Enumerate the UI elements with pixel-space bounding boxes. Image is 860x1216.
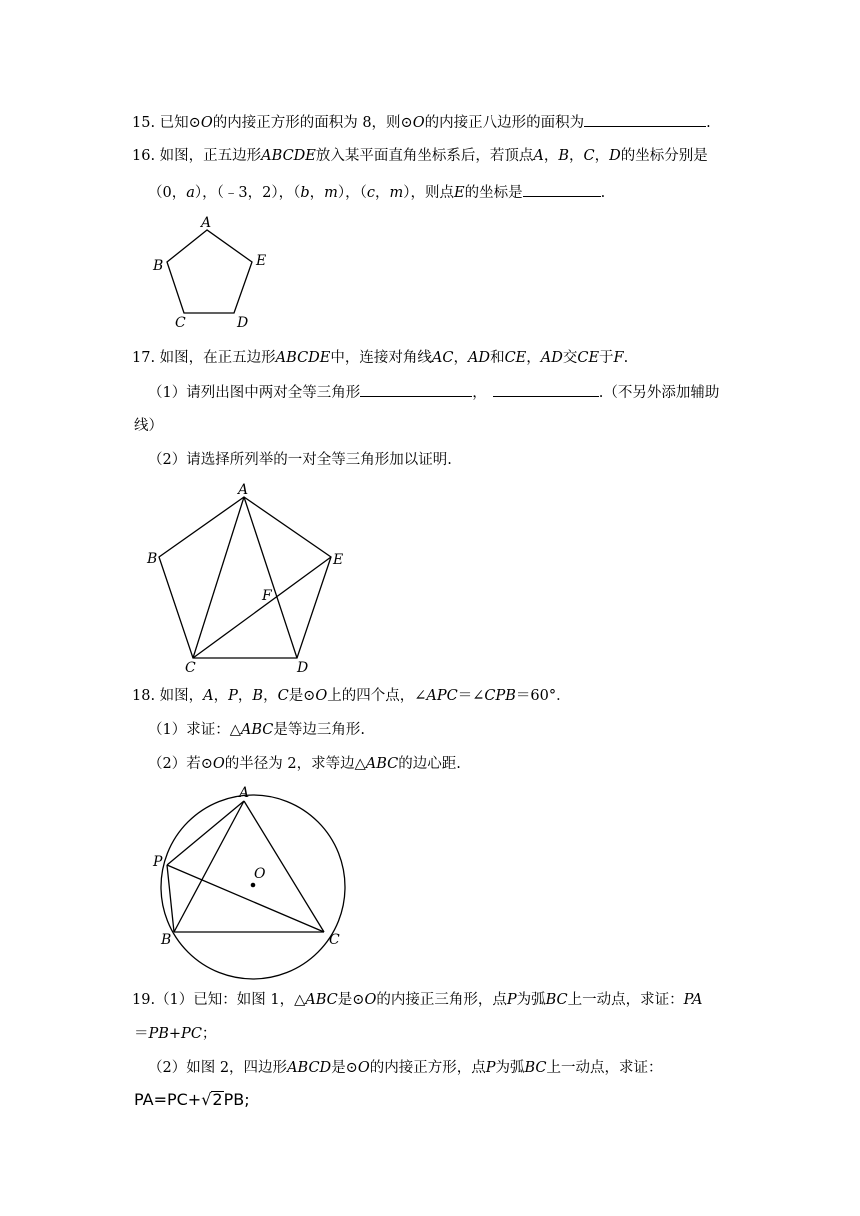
q17-sub1-wrap: 线） — [134, 418, 163, 434]
q19-formula: PA=PC+√2PB; — [134, 1090, 250, 1109]
q17-line-1: 17. 如图，在正五边形ABCDE中，连接对角线AC，AD和CE，AD交CE于F. — [132, 350, 629, 366]
q16-number: 16. — [132, 148, 156, 164]
q16-line-2: （0，a），（﹣3，2），（b，m），（c，m），则点E的坐标是 . — [148, 182, 605, 203]
q16-label-c: C — [175, 315, 186, 331]
q19-number: 19. — [132, 992, 156, 1008]
q18-center-dot — [251, 883, 256, 888]
q18-segment-pc — [167, 865, 324, 932]
q18-line-1: 18. 如图，A，P，B，C是⊙O上的四个点，∠APC＝∠CPB＝60°． — [132, 688, 571, 704]
q18-label-c: C — [329, 932, 340, 948]
q17-label-e: E — [333, 552, 344, 568]
q17-sub1-line: （1）请列出图中两对全等三角形 ， .（不另外添加辅助 — [148, 382, 719, 403]
q19-sub2-line: （2）如图 2，四边形ABCD是⊙O的内接正方形，点P为弧BC上一动点，求证： — [148, 1060, 663, 1076]
q16-label-d: D — [237, 315, 249, 331]
q17-number: 17. — [132, 350, 156, 366]
q17-label-d: D — [297, 660, 309, 676]
q19-line-2: ＝PB+PC； — [134, 1026, 217, 1042]
q16-line-1: 16. 如图，正五边形ABCDE放入某平面直角坐标系后，若顶点A，B，C，D的坐标分别是 — [132, 148, 708, 164]
sqrt-icon: √ — [201, 1090, 212, 1109]
q17-label-f: F — [262, 588, 272, 604]
q15-number: 15. — [132, 115, 156, 131]
q18-number: 18. — [132, 688, 156, 704]
q16-label-b: B — [153, 258, 164, 274]
q19-radicand: 2 — [212, 1090, 223, 1109]
q17-label-b: B — [147, 551, 158, 567]
q17-label-a: A — [238, 482, 249, 498]
q18-segment-ab — [174, 801, 244, 932]
q19-line-1: 19.（1）已知：如图 1，△ABC是⊙O的内接正三角形，点P为弧BC上一动点，求证：PA — [132, 992, 703, 1008]
q18-sub1-line: （1）求证：△ABC是等边三角形. — [148, 722, 365, 738]
q17-sub2-line: （2）请选择所列举的一对全等三角形加以证明. — [148, 452, 452, 468]
q16-label-a: A — [201, 215, 212, 231]
q15-line: 15. 已知⊙O的内接正方形的面积为 8，则⊙O的内接正八边形的面积为 . — [132, 112, 711, 133]
q16-label-e: E — [256, 253, 267, 269]
q18-label-b: B — [161, 932, 172, 948]
q18-label-a: A — [239, 785, 250, 801]
q18-label-p: P — [153, 854, 163, 870]
q18-label-o: O — [254, 866, 266, 882]
q18-sub2-line: （2）若⊙O的半径为 2，求等边△ABC的边心距. — [148, 756, 461, 772]
q17-label-c: C — [185, 660, 196, 676]
